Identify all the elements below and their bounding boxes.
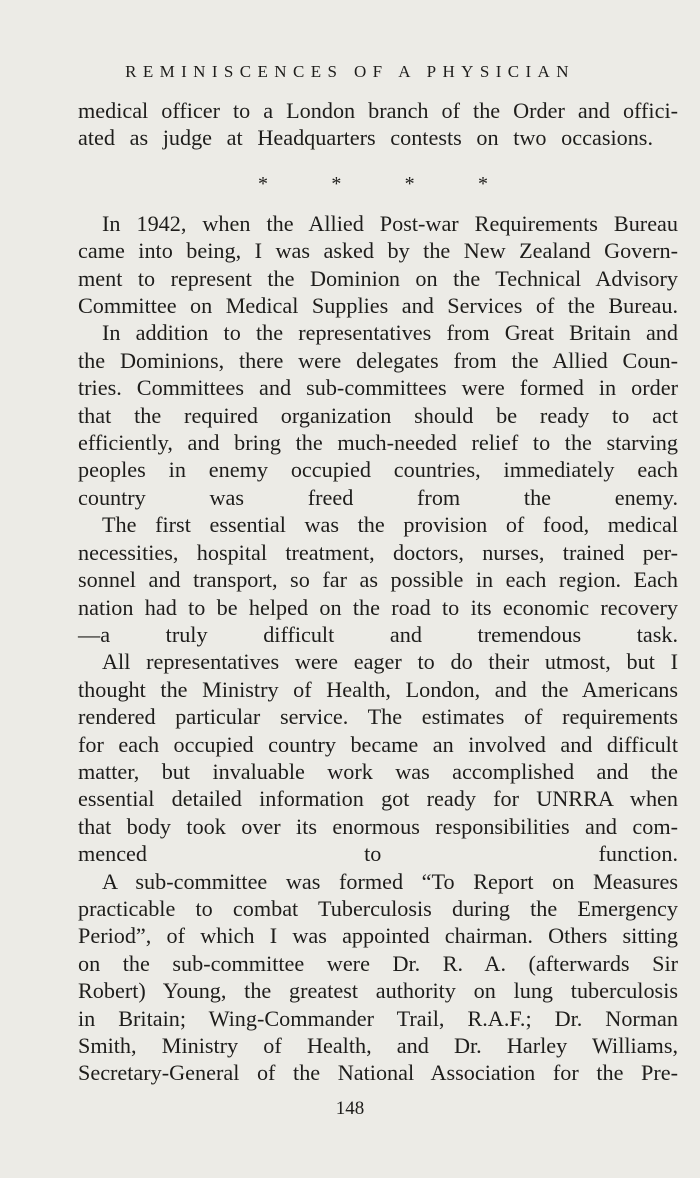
text-line: Period”, of which I was appointed chairman. Others sitting	[78, 923, 678, 949]
text-line: ment to represent the Dominion on the Technical Advisory	[78, 265, 678, 291]
text-line: rendered particular service. The estimates of requirements	[78, 704, 678, 730]
paragraph-continuation	[78, 97, 678, 152]
text-line: medical officer to a London branch of the Order and offici-	[78, 98, 678, 123]
text-line: Secretary-General of the National Association for the Pre-	[78, 1060, 678, 1086]
text-line: matter, but invaluable work was accomplished and the	[78, 758, 678, 784]
text-line: The first essential was the provision of food, medical	[102, 512, 678, 538]
text-line: on the sub-committee were Dr. R. A. (afterwards Sir	[78, 950, 678, 976]
text-line: —a truly difficult and tremendous task.	[78, 621, 678, 647]
text-line: necessities, hospital treatment, doctors, nurses, trained per-	[78, 539, 678, 565]
body-text	[78, 97, 678, 1087]
section-break	[258, 172, 488, 196]
text-line: Smith, Ministry of Health, and Dr. Harley Williams,	[78, 1033, 678, 1058]
section-break-asterisk: *	[404, 172, 415, 195]
text-line: thought the Ministry of Health, London, and the Americans	[78, 676, 678, 702]
text-line: tries. Committees and sub-committees were formed in order	[78, 375, 678, 401]
section-break-asterisk: *	[331, 172, 342, 195]
text-line: sonnel and transport, so far as possible in each region. Each	[78, 567, 678, 593]
text-line: for each occupied country became an involved and difficult	[78, 731, 678, 757]
text-line: Robert) Young, the greatest authority on lung tuberculosis	[78, 978, 678, 1004]
section-break-asterisk: *	[258, 172, 268, 195]
text-line: In 1942, when the Allied Post-war Requirements Bureau	[102, 210, 678, 236]
page-number: 148	[335, 1098, 365, 1119]
text-line: the Dominions, there were delegates from the Allied Coun-	[78, 347, 678, 373]
text-line: efficiently, and bring the much-needed relief to the starving	[78, 430, 678, 456]
paragraph-representatives	[78, 319, 678, 511]
text-line: In addition to the representatives from Great Britain and	[102, 320, 678, 346]
text-line: ated as judge at Headquarters contests on two occasions.	[78, 125, 653, 151]
running-head: REMINISCENCES OF A PHYSICIAN	[125, 62, 575, 81]
text-line: All representatives were eager to do their utmost, but I	[102, 649, 678, 675]
text-line: menced to function.	[78, 841, 678, 867]
text-line: peoples in enemy occupied countries, immediately each	[78, 457, 678, 483]
text-line: nation had to be helped on the road to its economic recovery	[78, 594, 678, 620]
text-line: country was freed from the enemy.	[78, 484, 678, 510]
text-line: A sub-committee was formed “To Report on Measures	[102, 868, 678, 894]
text-line: came into being, I was asked by the New Zealand Govern-	[78, 238, 678, 264]
paragraph-1942-bureau	[78, 210, 678, 320]
paragraph-all-representatives	[78, 648, 678, 867]
text-line: in Britain; Wing-Commander Trail, R.A.F.; Dr. Norman	[78, 1005, 678, 1031]
section-break-asterisk: *	[477, 172, 488, 195]
text-line: that the required organization should be ready to act	[78, 402, 678, 428]
text-line: practicable to combat Tuberculosis during the Emergency	[78, 895, 678, 921]
paragraph-first-essential	[78, 511, 678, 648]
paragraph-sub-committee	[78, 868, 678, 1087]
text-line: Committee on Medical Supplies and Services of the Bureau.	[78, 293, 678, 319]
text-line: essential detailed information got ready for UNRRA when	[78, 786, 678, 812]
text-line: that body took over its enormous responsibilities and com-	[78, 813, 678, 839]
